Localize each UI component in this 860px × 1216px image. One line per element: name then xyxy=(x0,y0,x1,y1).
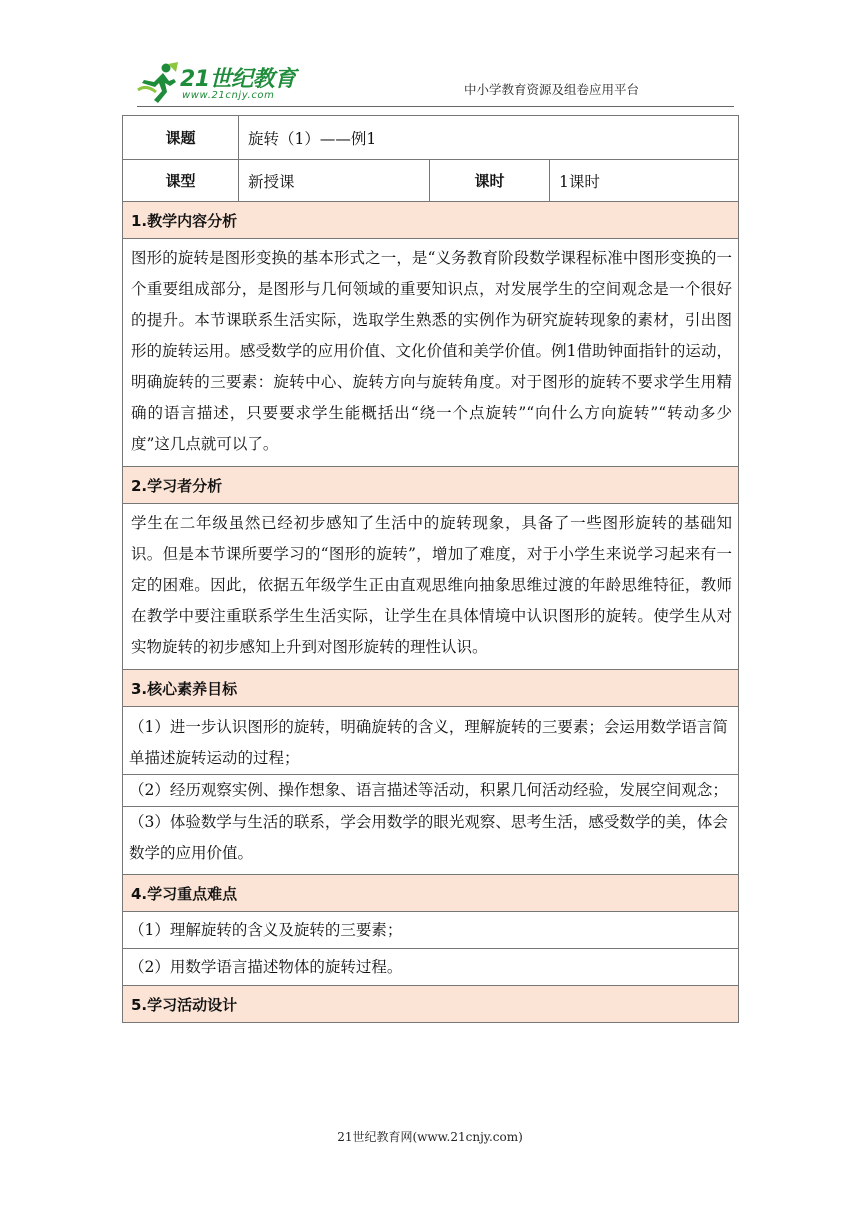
topic-value: 旋转（1）——例1 xyxy=(239,116,739,160)
runner-logo-icon xyxy=(136,62,180,106)
section-title: 5.学习活动设计 xyxy=(123,986,739,1023)
section-title: 3.核心素养目标 xyxy=(123,670,739,707)
section-title: 1.教学内容分析 xyxy=(123,202,739,239)
platform-name: 中小学教育资源及组卷应用平台 xyxy=(464,82,640,97)
logo xyxy=(136,62,326,108)
list-item: （1）理解旋转的含义及旋转的三要素； xyxy=(123,912,739,949)
section-key-points xyxy=(123,875,739,912)
hours-value: 1课时 xyxy=(550,160,739,202)
section-learner-analysis xyxy=(123,467,739,504)
section-title: 4.学习重点难点 xyxy=(123,875,739,912)
header-divider xyxy=(137,106,734,107)
lesson-plan-table xyxy=(122,115,739,1023)
section-activity-design xyxy=(123,986,739,1023)
section-content-analysis xyxy=(123,202,739,239)
type-label: 课型 xyxy=(123,160,239,202)
section-body: 学生在二年级虽然已经初步感知了生活中的旋转现象，具备了一些图形旋转的基础知识。但是本节课所要学习的“图形的旋转”，增加了难度，对于小学生来说学习起来有一定的困难。因此，依据五年级学生正由直观思维向抽象思维过渡的年龄思维特征，教师在教学中要注重联系学生生活实际，让学生在具体情境中认识图形的旋转。使学生从对实物旋转的初步感知上升到对图形旋转的理性认识。 xyxy=(123,504,739,670)
topic-row xyxy=(123,116,739,160)
page-header xyxy=(0,0,860,110)
list-item: （2）用数学语言描述物体的旋转过程。 xyxy=(123,949,739,986)
hours-label: 课时 xyxy=(430,160,550,202)
list-item: （2）经历观察实例、操作想象、语言描述等活动，积累几何活动经验，发展空间观念； xyxy=(123,775,739,807)
type-value: 新授课 xyxy=(239,160,430,202)
section-body: 图形的旋转是图形变换的基本形式之一，是“义务教育阶段数学课程标准中图形变换的一个重要组成部分，是图形与几何领域的重要知识点，对发展学生的空间观念是一个很好的提升。本节课联系生活实际，选取学生熟悉的实例作为研究旋转现象的素材，引出图形的旋转运用。感受数学的应用价值、文化价值和美学价值。例1借助钟面指针的运动，明确旋转的三要素：旋转中心、旋转方向与旋转角度。对于图形的旋转不要求学生用精确的语言描述，只要要求学生能概括出“绕一个点旋转”“向什么方向旋转”“转动多少度”这几点就可以了。 xyxy=(123,239,739,467)
logo-url: www.21cnjy.com xyxy=(182,90,275,101)
list-item: （3）体验数学与生活的联系，学会用数学的眼光观察、思考生活，感受数学的美，体会数学的应用价值。 xyxy=(123,807,739,875)
section-title: 2.学习者分析 xyxy=(123,467,739,504)
logo-text: 21世纪教育 xyxy=(180,67,296,92)
type-row xyxy=(123,160,739,202)
list-item: （1）进一步认识图形的旋转，明确旋转的含义，理解旋转的三要素；会运用数学语言简单描述旋转运动的过程； xyxy=(123,707,739,775)
section-core-goals xyxy=(123,670,739,707)
topic-label: 课题 xyxy=(123,116,239,160)
page-footer: 21世纪教育网(www.21cnjy.com) xyxy=(337,1130,523,1144)
